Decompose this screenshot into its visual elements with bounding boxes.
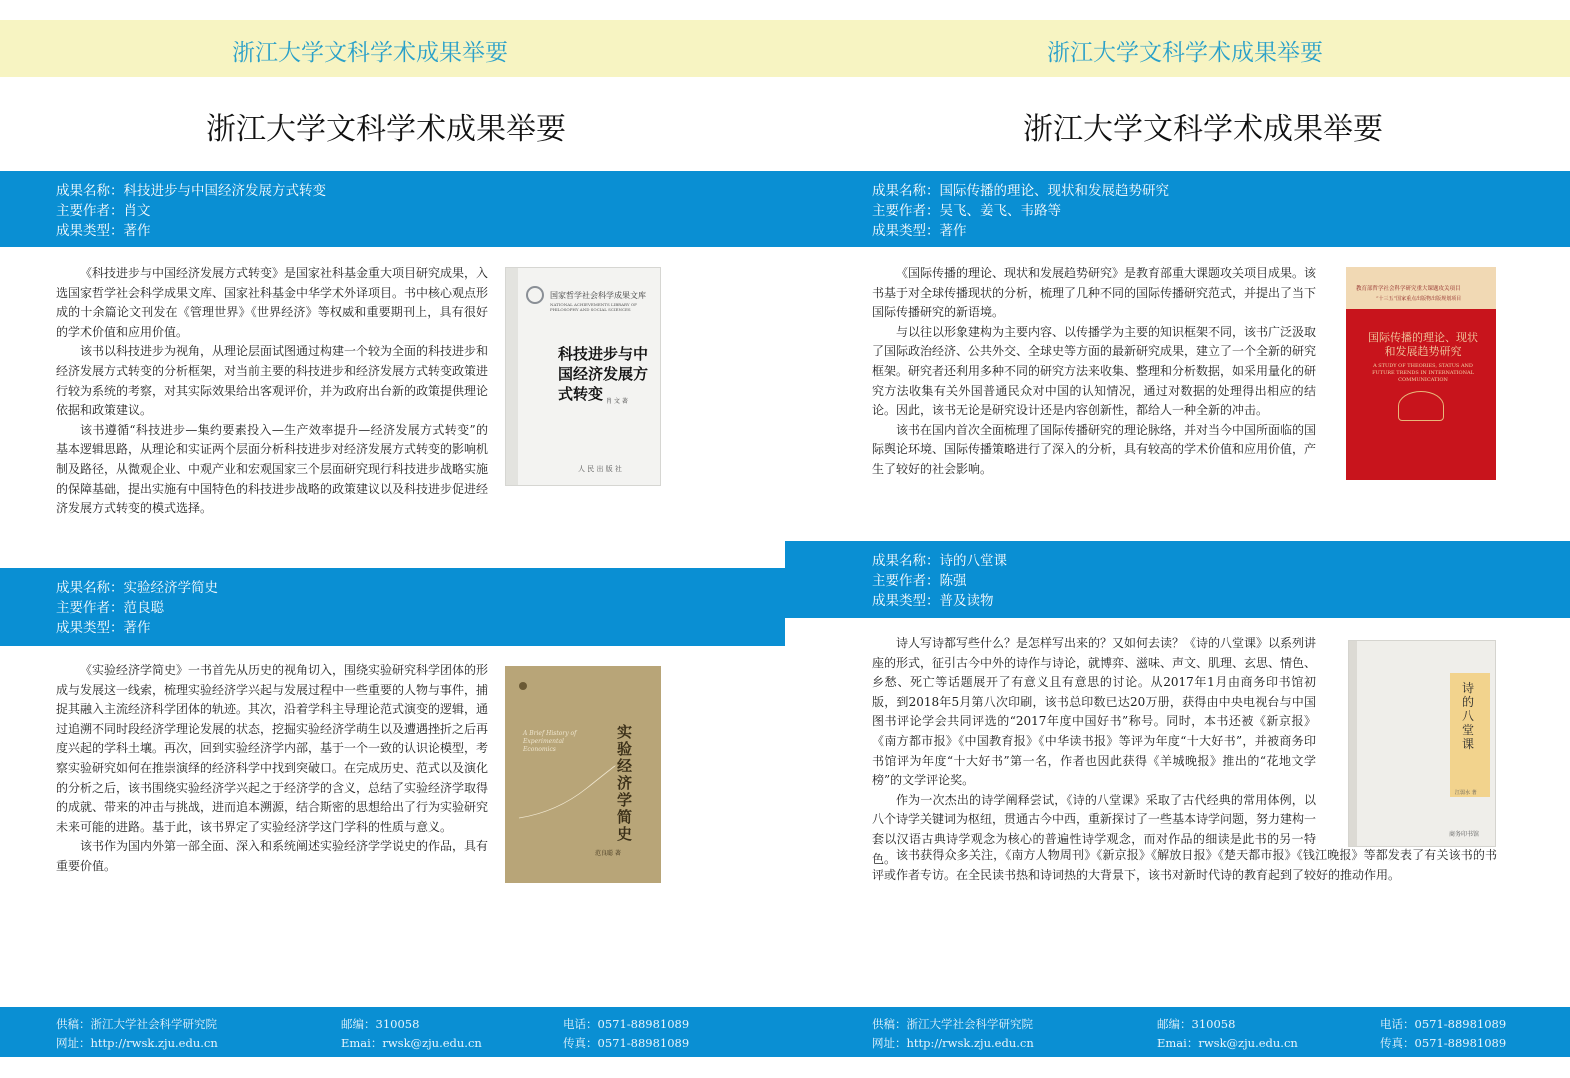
cover-title-en: A STUDY OF THEORIES, STATUS AND FUTURE TRENDS IN INTERNATIONAL COMMUNICATION <box>1372 363 1474 383</box>
right-page <box>785 0 1570 1078</box>
entry-name: 实验经济学简史 <box>123 580 218 596</box>
entry-description <box>56 661 488 877</box>
cover-author: 江弱水 著 <box>1455 790 1477 796</box>
cover-spine <box>506 268 518 486</box>
entry-description <box>56 264 488 519</box>
paragraph: 《国际传播的理论、现状和发展趋势研究》是教育部重大课题攻关项目成果。该书基于对全球传播现状的分析，梳理了几种不同的国际传播研究范式，并提出了当下国际传播研究的新语境。 <box>872 266 1317 320</box>
label-name: 成果名称： <box>872 553 940 569</box>
cover-title: 科技进步与中国经济发展方式转变 <box>558 345 649 403</box>
entry-type-line <box>56 618 785 638</box>
top-band <box>0 20 785 77</box>
entry-type: 普及读物 <box>939 593 994 609</box>
entry-name: 国际传播的理论、现状和发展趋势研究 <box>939 183 1169 199</box>
entry-type: 著作 <box>123 620 151 636</box>
entry-name-line <box>872 551 1570 571</box>
label-author: 主要作者： <box>56 600 124 616</box>
footer-website[interactable]: 网址：http://rwsk.zju.edu.cn <box>872 1036 1034 1050</box>
entry-type-line <box>872 221 1570 241</box>
label-type: 成果类型： <box>56 620 124 636</box>
entry-author-line <box>56 201 785 221</box>
entry-name: 诗的八堂课 <box>939 553 1007 569</box>
footer-supplier: 供稿：浙江大学社会科学研究院 <box>872 1017 1033 1031</box>
page-title: 浙江大学文科学术成果举要 <box>1023 112 1383 147</box>
footer-fax: 传真：0571-88981089 <box>1380 1036 1507 1050</box>
entry-author: 肖文 <box>123 203 151 219</box>
label-type: 成果类型： <box>872 593 940 609</box>
cover-title-en: A Brief History of Experimental Economics <box>523 730 577 753</box>
emblem-icon <box>1398 391 1444 421</box>
entry-type: 著作 <box>939 223 967 239</box>
entry-name-line <box>56 578 785 598</box>
paragraph: 该书遵循“科技进步—集约要素投入—生产效率提升—经济发展方式转变”的基本逻辑思路，从理论和实证两个层面分析科技进步对经济发展方式转变的影响机制及路径，从微观企业、中观产业和宏观国家三个层面研究现行科技进步战略实施的保障基础，提出实施有中国特色的科技进步战略的政策建议以及科技进步促进经济发展方式转变的模式选择。 <box>56 422 489 516</box>
cover-author: 范良聪 著 <box>595 850 621 857</box>
entry-info-bar <box>0 568 785 646</box>
seal-icon <box>526 286 544 304</box>
entry-description <box>872 264 1316 480</box>
book-cover <box>1346 267 1496 480</box>
footer-phone: 电话：0571-88981089 <box>563 1017 690 1031</box>
cover-series: 国家哲学社会科学成果文库 <box>550 291 646 300</box>
entry-type: 著作 <box>123 223 151 239</box>
label-author: 主要作者： <box>56 203 124 219</box>
label-name: 成果名称： <box>872 183 940 199</box>
cover-title: 国际传播的理论、现状和发展趋势研究 <box>1368 331 1478 358</box>
paragraph: 该书以科技进步为视角，从理论层面试图通过构建一个较为全面的科技进步和经济发展方式转变的分析框架，对当前主要的科技进步和经济发展方式转变政策进行较为系统的考察，对其实际效果给出客观评价，并为政府出台新的政策提供理论依据和政策建议。 <box>56 344 489 418</box>
entry-info-bar <box>0 171 785 247</box>
footer-supplier: 供稿：浙江大学社会科学研究院 <box>56 1017 217 1031</box>
logo-icon <box>519 682 527 690</box>
label-name: 成果名称： <box>56 580 124 596</box>
entry-info-bar <box>785 541 1570 618</box>
cover-author: 肖 文 著 <box>606 398 628 405</box>
entry-type-line <box>56 221 785 241</box>
paragraph: 与以往以形象建构为主要内容、以传播学为主要的知识框架不同，该书广泛汲取了国际政治经济、公共外交、全球史等方面的最新研究成果，建立了一个全新的研究框架。研究者还利用多种不同的研究方法来收集、整理和分析数据，如采用量化的研究方法收集有关外国普通民众对中国的认知情况，通过对数据的处理得出相应的结论。因此，该书无论是研究设计还是内容创新性，都给人一种全新的冲击。 <box>872 324 1317 418</box>
cover-title: 诗的八堂课 <box>1462 681 1475 751</box>
footer-website[interactable]: 网址：http://rwsk.zju.edu.cn <box>56 1036 218 1050</box>
entry-author: 吴飞、姜飞、韦路等 <box>939 203 1061 219</box>
paragraph: 该书作为国内外第一部全面、深入和系统阐述实验经济学学说史的作品，具有重要价值。 <box>56 839 489 873</box>
paragraph: 作为一次杰出的诗学阐释尝试，《诗的八堂课》采取了古代经典的常用体例，以八个诗学关键词为枢纽，贯通古今中西，重新探讨了一些基本诗学问题，努力建构一套以汉语古典诗学观念为核心的普遍性诗学观念，而对作品的细读是此书的另一特色。 <box>872 792 1317 866</box>
cover-publisher: 商务印书馆 <box>1449 831 1480 838</box>
cover-spine <box>1349 641 1357 847</box>
label-author: 主要作者： <box>872 203 940 219</box>
paragraph: 诗人写诗都写些什么？是怎样写出来的？又如何去读？《诗的八堂课》以系列讲座的形式，征引古今中外的诗作与诗论，就博弈、滋味、声文、肌理、玄思、情色、乡愁、死亡等话题展开了有意义且有意思的讨论。从2017年1月由商务印书馆初版，到2018年5月第八次印刷，该书总印数已达20万册，获得由中央电视台与中国图书评论学会共同评选的“2017年度中国好书”称号。同时，本书还被《新京报》《南方都市报》《中国教育报》《中华读书报》等评为年度“十大好书”，并被商务印书馆评为年度“十大好书”第一名，作者也因此获得《羊城晚报》推出的“花地文学榜”的文学评论奖。 <box>872 636 1317 788</box>
entry-name: 科技进步与中国经济发展方式转变 <box>123 183 326 199</box>
cover-top-text: 教育部哲学社会科学研究重大课题攻关项目 <box>1356 286 1461 292</box>
entry-info-bar <box>785 171 1570 247</box>
entry-author: 陈强 <box>939 573 967 589</box>
entry-name-line <box>872 181 1570 201</box>
paragraph: 《实验经济学简史》一书首先从历史的视角切入，围绕实验研究科学团体的形成与发展这一线索，梳理实验经济学兴起与发展过程中一些重要的人物与事件，捕捉其融入主流经济科学团体的轨迹。其次，沿着学科主导理论范式演变的逻辑，通过追溯不同时段经济学理论发展的状态，挖掘实验经济学萌生以及遭遇挫折之后再度兴起的学科土壤。再次，回到实验经济学内部，基于一个一致的认识论模型，考察实验研究如何在推崇演绎的经济科学中找到突破口。在完成历史、范式以及演化的分析之后，该书围绕实验经济学兴起之于经济学的含义，总结了实验经济学取得的成就、带来的冲击与挑战，进而追本溯源，结合斯密的思想给出了行为实验研究未来可能的进路。基于此，该书界定了实验经济学这门学科的性质与意义。 <box>56 663 489 834</box>
label-name: 成果名称： <box>56 183 124 199</box>
cover-series-en: NATIONAL ACHIEVEMENTS LIBRARY OF PHILOSOPHY AND SOCIAL SCIENCES <box>550 302 637 312</box>
entry-name-line <box>56 181 785 201</box>
footer-postcode: 邮编：310058 <box>341 1017 420 1031</box>
label-type: 成果类型： <box>56 223 124 239</box>
book-cover <box>505 267 661 486</box>
band-title: 浙江大学文科学术成果举要 <box>1047 40 1323 66</box>
footer-postcode: 邮编：310058 <box>1157 1017 1236 1031</box>
paragraph: 《科技进步与中国经济发展方式转变》是国家社科基金重大项目研究成果，入选国家哲学社会科学成果文库、国家社科基金中华学术外译项目。书中核心观点形成的十余篇论文刊发在《管理世界》《世界经济》等权威和重要期刊上，具有很好的学术价值和应用价值。 <box>56 266 489 339</box>
paragraph: 该书获得众多关注，《南方人物周刊》《新京报》《解放日报》《楚天都市报》《钱江晚报》等都发表了有关该书的书评或作者专访。在全民读书热和诗词热的大背景下，该书对新时代诗的教育起到了较好的推动作用。 <box>872 848 1497 882</box>
book-cover <box>505 666 661 883</box>
label-author: 主要作者： <box>872 573 940 589</box>
entry-author: 范良聪 <box>123 600 164 616</box>
top-band <box>785 20 1570 77</box>
cover-title: 实验经济学简史 <box>617 723 633 843</box>
footer <box>0 1007 785 1057</box>
curve-illustration <box>517 762 617 822</box>
entry-description <box>872 634 1316 869</box>
entry-author-line <box>872 201 1570 221</box>
footer <box>785 1007 1570 1057</box>
book-cover <box>1348 640 1496 847</box>
cover-publisher: 人 民 出 版 社 <box>578 465 622 473</box>
page-title: 浙江大学文科学术成果举要 <box>206 112 566 147</box>
footer-email[interactable]: Emai：rwsk@zju.edu.cn <box>341 1036 482 1050</box>
entry-author-line <box>56 598 785 618</box>
entry-description-continued <box>872 846 1497 885</box>
label-type: 成果类型： <box>872 223 940 239</box>
band-title: 浙江大学文科学术成果举要 <box>232 40 508 66</box>
entry-type-line <box>872 591 1570 611</box>
footer-phone: 电话：0571-88981089 <box>1380 1017 1507 1031</box>
cover-sub-text: “十三五”国家重点出版物出版规划项目 <box>1376 296 1462 302</box>
paragraph: 该书在国内首次全面梳理了国际传播研究的理论脉络，并对当今中国所面临的国际舆论环境、国际传播策略进行了深入的分析，具有较高的学术价值和应用价值，产生了较好的社会影响。 <box>872 422 1317 476</box>
footer-fax: 传真：0571-88981089 <box>563 1036 690 1050</box>
footer-email[interactable]: Emai：rwsk@zju.edu.cn <box>1157 1036 1298 1050</box>
entry-author-line <box>872 571 1570 591</box>
